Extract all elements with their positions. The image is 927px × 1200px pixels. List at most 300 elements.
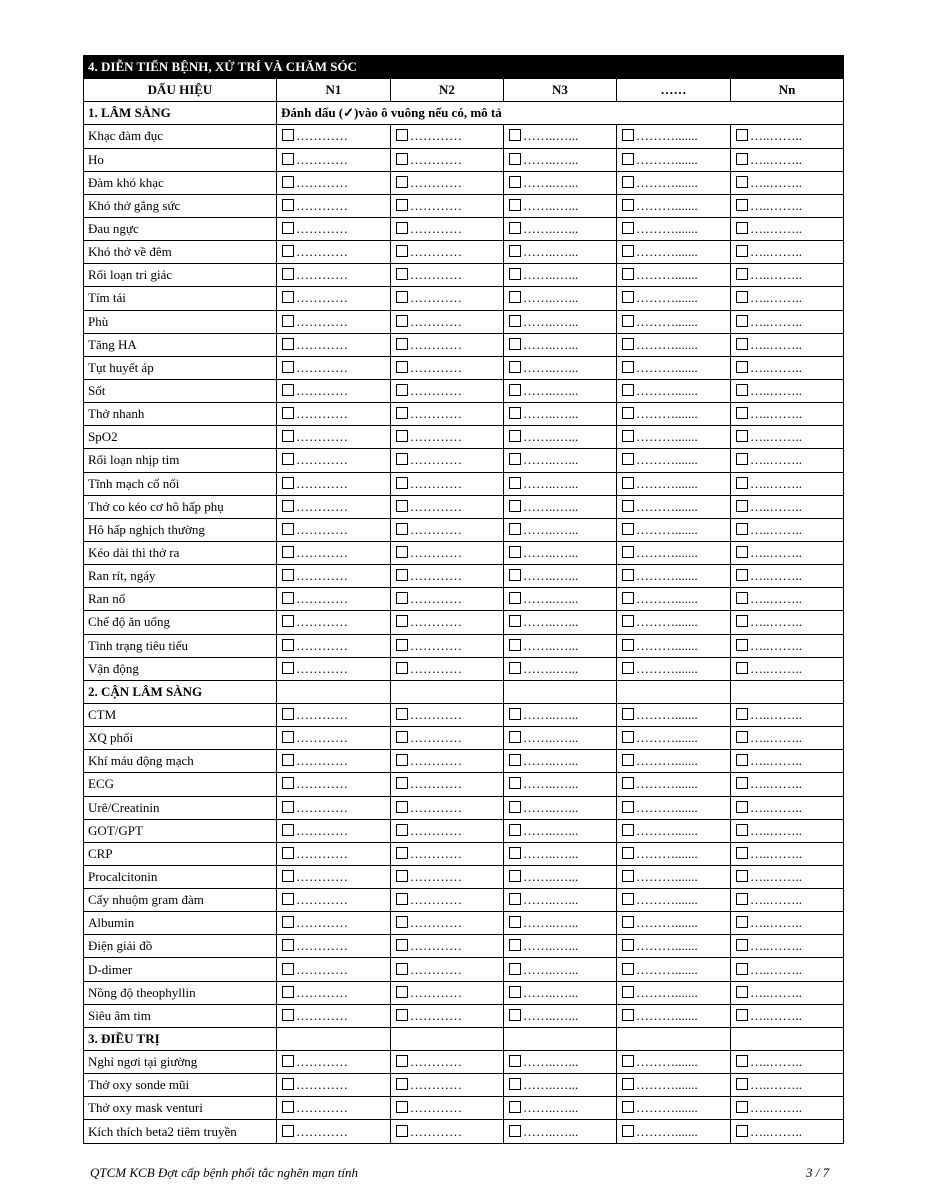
day-4-entry-cell[interactable]	[617, 727, 731, 750]
day-5-entry-cell[interactable]	[731, 217, 844, 240]
fill-in-dots[interactable]: ……..…...	[523, 938, 579, 954]
fill-in-dots[interactable]: …..……..	[750, 545, 802, 561]
checkbox-icon[interactable]	[282, 129, 294, 141]
day-4-entry-cell[interactable]	[617, 565, 731, 588]
checkbox-icon[interactable]	[282, 338, 294, 350]
fill-in-dots[interactable]: …………	[410, 267, 462, 283]
day-3-entry-cell[interactable]	[504, 981, 617, 1004]
checkbox-icon[interactable]	[736, 1078, 748, 1090]
fill-in-dots[interactable]: …..……..	[750, 822, 802, 838]
day-1-entry-cell[interactable]	[277, 1120, 391, 1143]
fill-in-dots[interactable]: ……..…...	[523, 475, 579, 491]
checkbox-icon[interactable]	[622, 824, 634, 836]
fill-in-dots[interactable]: …………	[296, 845, 348, 861]
fill-in-dots[interactable]: …..……..	[750, 938, 802, 954]
fill-in-dots[interactable]: ……..…...	[523, 776, 579, 792]
day-2-entry-cell[interactable]	[391, 171, 504, 194]
day-4-entry-cell[interactable]	[617, 241, 731, 264]
checkbox-icon[interactable]	[736, 291, 748, 303]
day-5-entry-cell[interactable]	[731, 981, 844, 1004]
fill-in-dots[interactable]: …………	[296, 1123, 348, 1139]
checkbox-icon[interactable]	[282, 1009, 294, 1021]
checkbox-icon[interactable]	[396, 523, 408, 535]
checkbox-icon[interactable]	[622, 129, 634, 141]
day-2-entry-cell[interactable]	[391, 1051, 504, 1074]
day-2-entry-cell[interactable]	[391, 1120, 504, 1143]
fill-in-dots[interactable]: …………	[296, 128, 348, 144]
day-4-entry-cell[interactable]	[617, 356, 731, 379]
checkbox-icon[interactable]	[509, 569, 521, 581]
day-5-entry-cell[interactable]	[731, 1097, 844, 1120]
day-3-entry-cell[interactable]	[504, 171, 617, 194]
day-5-entry-cell[interactable]	[731, 333, 844, 356]
fill-in-dots[interactable]: …..……..	[750, 498, 802, 514]
day-5-entry-cell[interactable]	[731, 889, 844, 912]
fill-in-dots[interactable]: ……….......	[636, 244, 698, 260]
checkbox-icon[interactable]	[282, 1125, 294, 1137]
fill-in-dots[interactable]: …………	[410, 452, 462, 468]
fill-in-dots[interactable]: …………	[410, 336, 462, 352]
checkbox-icon[interactable]	[396, 777, 408, 789]
day-2-entry-cell[interactable]	[391, 287, 504, 310]
checkbox-icon[interactable]	[509, 430, 521, 442]
fill-in-dots[interactable]: …………	[410, 1123, 462, 1139]
day-5-entry-cell[interactable]	[731, 449, 844, 472]
fill-in-dots[interactable]: ……..…...	[523, 799, 579, 815]
day-3-entry-cell[interactable]	[504, 518, 617, 541]
day-4-entry-cell[interactable]	[617, 634, 731, 657]
fill-in-dots[interactable]: …………	[410, 221, 462, 237]
day-3-entry-cell[interactable]	[504, 379, 617, 402]
fill-in-dots[interactable]: …………	[410, 730, 462, 746]
fill-in-dots[interactable]: ……..…...	[523, 730, 579, 746]
checkbox-icon[interactable]	[622, 731, 634, 743]
checkbox-icon[interactable]	[509, 824, 521, 836]
checkbox-icon[interactable]	[282, 315, 294, 327]
fill-in-dots[interactable]: …..……..	[750, 406, 802, 422]
checkbox-icon[interactable]	[396, 176, 408, 188]
day-4-entry-cell[interactable]	[617, 449, 731, 472]
day-3-entry-cell[interactable]	[504, 264, 617, 287]
day-4-entry-cell[interactable]	[617, 541, 731, 564]
fill-in-dots[interactable]: …..……..	[750, 267, 802, 283]
day-5-entry-cell[interactable]	[731, 194, 844, 217]
day-3-entry-cell[interactable]	[504, 958, 617, 981]
checkbox-icon[interactable]	[736, 777, 748, 789]
fill-in-dots[interactable]: ……..…...	[523, 915, 579, 931]
fill-in-dots[interactable]: …………	[296, 961, 348, 977]
day-5-entry-cell[interactable]	[731, 727, 844, 750]
fill-in-dots[interactable]: ……..…...	[523, 151, 579, 167]
fill-in-dots[interactable]: …………	[296, 938, 348, 954]
fill-in-dots[interactable]: …………	[410, 429, 462, 445]
checkbox-icon[interactable]	[396, 569, 408, 581]
fill-in-dots[interactable]: ……..…...	[523, 868, 579, 884]
checkbox-icon[interactable]	[736, 245, 748, 257]
day-1-entry-cell[interactable]	[277, 541, 391, 564]
day-1-entry-cell[interactable]	[277, 310, 391, 333]
fill-in-dots[interactable]: …..……..	[750, 521, 802, 537]
day-1-entry-cell[interactable]	[277, 1074, 391, 1097]
fill-in-dots[interactable]: …………	[296, 591, 348, 607]
checkbox-icon[interactable]	[396, 430, 408, 442]
checkbox-icon[interactable]	[622, 199, 634, 211]
day-5-entry-cell[interactable]	[731, 657, 844, 680]
checkbox-icon[interactable]	[509, 893, 521, 905]
day-1-entry-cell[interactable]	[277, 518, 391, 541]
day-1-entry-cell[interactable]	[277, 865, 391, 888]
fill-in-dots[interactable]: ……….......	[636, 359, 698, 375]
day-1-entry-cell[interactable]	[277, 495, 391, 518]
fill-in-dots[interactable]: ……….......	[636, 1007, 698, 1023]
fill-in-dots[interactable]: …..……..	[750, 707, 802, 722]
checkbox-icon[interactable]	[509, 222, 521, 234]
day-5-entry-cell[interactable]	[731, 865, 844, 888]
day-5-entry-cell[interactable]	[731, 125, 844, 148]
checkbox-icon[interactable]	[622, 222, 634, 234]
day-3-entry-cell[interactable]	[504, 241, 617, 264]
checkbox-icon[interactable]	[509, 801, 521, 813]
checkbox-icon[interactable]	[509, 546, 521, 558]
fill-in-dots[interactable]: …………	[410, 568, 462, 584]
fill-in-dots[interactable]: ……..…...	[523, 128, 579, 144]
checkbox-icon[interactable]	[282, 754, 294, 766]
fill-in-dots[interactable]: ……….......	[636, 336, 698, 352]
fill-in-dots[interactable]: …………	[410, 915, 462, 931]
day-4-entry-cell[interactable]	[617, 796, 731, 819]
day-4-entry-cell[interactable]	[617, 171, 731, 194]
day-1-entry-cell[interactable]	[277, 912, 391, 935]
day-2-entry-cell[interactable]	[391, 125, 504, 148]
checkbox-icon[interactable]	[509, 407, 521, 419]
fill-in-dots[interactable]: …………	[296, 197, 348, 213]
fill-in-dots[interactable]: ……….......	[636, 753, 698, 769]
day-4-entry-cell[interactable]	[617, 750, 731, 773]
day-2-entry-cell[interactable]	[391, 148, 504, 171]
day-3-entry-cell[interactable]	[504, 194, 617, 217]
day-5-entry-cell[interactable]	[731, 750, 844, 773]
checkbox-icon[interactable]	[396, 315, 408, 327]
fill-in-dots[interactable]: …………	[410, 313, 462, 329]
checkbox-icon[interactable]	[509, 939, 521, 951]
day-1-entry-cell[interactable]	[277, 889, 391, 912]
checkbox-icon[interactable]	[282, 268, 294, 280]
day-1-entry-cell[interactable]	[277, 125, 391, 148]
day-5-entry-cell[interactable]	[731, 472, 844, 495]
fill-in-dots[interactable]: ……….......	[636, 475, 698, 491]
checkbox-icon[interactable]	[736, 430, 748, 442]
fill-in-dots[interactable]: …..……..	[750, 359, 802, 375]
checkbox-icon[interactable]	[736, 916, 748, 928]
checkbox-icon[interactable]	[622, 361, 634, 373]
day-2-entry-cell[interactable]	[391, 842, 504, 865]
checkbox-icon[interactable]	[736, 361, 748, 373]
day-1-entry-cell[interactable]	[277, 1004, 391, 1027]
fill-in-dots[interactable]: …………	[296, 313, 348, 329]
day-3-entry-cell[interactable]	[504, 773, 617, 796]
checkbox-icon[interactable]	[509, 477, 521, 489]
checkbox-icon[interactable]	[736, 824, 748, 836]
fill-in-dots[interactable]: …………	[410, 244, 462, 260]
checkbox-icon[interactable]	[509, 986, 521, 998]
fill-in-dots[interactable]: …………	[410, 868, 462, 884]
day-4-entry-cell[interactable]	[617, 472, 731, 495]
fill-in-dots[interactable]: ……..…...	[523, 545, 579, 561]
day-1-entry-cell[interactable]	[277, 194, 391, 217]
day-1-entry-cell[interactable]	[277, 449, 391, 472]
checkbox-icon[interactable]	[736, 986, 748, 998]
checkbox-icon[interactable]	[282, 199, 294, 211]
fill-in-dots[interactable]: ……..…...	[523, 452, 579, 468]
fill-in-dots[interactable]: …………	[410, 707, 462, 722]
checkbox-icon[interactable]	[396, 1125, 408, 1137]
fill-in-dots[interactable]: ……..…...	[523, 707, 579, 722]
day-1-entry-cell[interactable]	[277, 403, 391, 426]
fill-in-dots[interactable]: …………	[410, 892, 462, 908]
checkbox-icon[interactable]	[282, 1101, 294, 1113]
fill-in-dots[interactable]: ……….......	[636, 938, 698, 954]
fill-in-dots[interactable]: …..……..	[750, 753, 802, 769]
checkbox-icon[interactable]	[736, 176, 748, 188]
day-1-entry-cell[interactable]	[277, 241, 391, 264]
fill-in-dots[interactable]: ……….......	[636, 290, 698, 306]
day-2-entry-cell[interactable]	[391, 426, 504, 449]
fill-in-dots[interactable]: ……..…...	[523, 568, 579, 584]
checkbox-icon[interactable]	[622, 291, 634, 303]
fill-in-dots[interactable]: …..……..	[750, 776, 802, 792]
checkbox-icon[interactable]	[509, 268, 521, 280]
checkbox-icon[interactable]	[622, 338, 634, 350]
day-5-entry-cell[interactable]	[731, 426, 844, 449]
checkbox-icon[interactable]	[282, 777, 294, 789]
day-5-entry-cell[interactable]	[731, 241, 844, 264]
day-3-entry-cell[interactable]	[504, 541, 617, 564]
checkbox-icon[interactable]	[509, 777, 521, 789]
fill-in-dots[interactable]: …………	[410, 475, 462, 491]
day-4-entry-cell[interactable]	[617, 310, 731, 333]
fill-in-dots[interactable]: ……….......	[636, 568, 698, 584]
fill-in-dots[interactable]: ……….......	[636, 521, 698, 537]
day-2-entry-cell[interactable]	[391, 657, 504, 680]
day-2-entry-cell[interactable]	[391, 588, 504, 611]
checkbox-icon[interactable]	[509, 615, 521, 627]
fill-in-dots[interactable]: …..……..	[750, 174, 802, 190]
checkbox-icon[interactable]	[736, 639, 748, 651]
checkbox-icon[interactable]	[736, 592, 748, 604]
fill-in-dots[interactable]: …………	[296, 545, 348, 561]
day-2-entry-cell[interactable]	[391, 981, 504, 1004]
checkbox-icon[interactable]	[396, 824, 408, 836]
day-3-entry-cell[interactable]	[504, 796, 617, 819]
day-4-entry-cell[interactable]	[617, 287, 731, 310]
checkbox-icon[interactable]	[396, 129, 408, 141]
fill-in-dots[interactable]: …………	[296, 892, 348, 908]
checkbox-icon[interactable]	[396, 939, 408, 951]
checkbox-icon[interactable]	[282, 1078, 294, 1090]
day-2-entry-cell[interactable]	[391, 819, 504, 842]
checkbox-icon[interactable]	[622, 870, 634, 882]
checkbox-icon[interactable]	[396, 963, 408, 975]
day-4-entry-cell[interactable]	[617, 588, 731, 611]
fill-in-dots[interactable]: ……….......	[636, 1054, 698, 1070]
fill-in-dots[interactable]: ……..…...	[523, 1123, 579, 1139]
day-3-entry-cell[interactable]	[504, 403, 617, 426]
day-4-entry-cell[interactable]	[617, 703, 731, 726]
checkbox-icon[interactable]	[622, 777, 634, 789]
day-1-entry-cell[interactable]	[277, 935, 391, 958]
checkbox-icon[interactable]	[396, 291, 408, 303]
checkbox-icon[interactable]	[396, 893, 408, 905]
checkbox-icon[interactable]	[509, 153, 521, 165]
fill-in-dots[interactable]: …………	[410, 359, 462, 375]
day-5-entry-cell[interactable]	[731, 611, 844, 634]
fill-in-dots[interactable]: …………	[410, 614, 462, 630]
fill-in-dots[interactable]: ……….......	[636, 267, 698, 283]
checkbox-icon[interactable]	[509, 708, 521, 720]
checkbox-icon[interactable]	[282, 453, 294, 465]
day-5-entry-cell[interactable]	[731, 310, 844, 333]
fill-in-dots[interactable]: …..……..	[750, 475, 802, 491]
day-3-entry-cell[interactable]	[504, 1074, 617, 1097]
fill-in-dots[interactable]: …..……..	[750, 429, 802, 445]
fill-in-dots[interactable]: …………	[296, 244, 348, 260]
day-2-entry-cell[interactable]	[391, 472, 504, 495]
fill-in-dots[interactable]: …………	[296, 151, 348, 167]
day-1-entry-cell[interactable]	[277, 1097, 391, 1120]
checkbox-icon[interactable]	[396, 153, 408, 165]
day-1-entry-cell[interactable]	[277, 634, 391, 657]
day-5-entry-cell[interactable]	[731, 634, 844, 657]
checkbox-icon[interactable]	[282, 245, 294, 257]
day-5-entry-cell[interactable]	[731, 935, 844, 958]
day-1-entry-cell[interactable]	[277, 588, 391, 611]
day-3-entry-cell[interactable]	[504, 588, 617, 611]
day-3-entry-cell[interactable]	[504, 333, 617, 356]
checkbox-icon[interactable]	[622, 708, 634, 720]
fill-in-dots[interactable]: …..……..	[750, 151, 802, 167]
day-2-entry-cell[interactable]	[391, 1097, 504, 1120]
day-5-entry-cell[interactable]	[731, 703, 844, 726]
fill-in-dots[interactable]: ……..…...	[523, 244, 579, 260]
fill-in-dots[interactable]: …………	[296, 568, 348, 584]
day-2-entry-cell[interactable]	[391, 403, 504, 426]
fill-in-dots[interactable]: …………	[296, 730, 348, 746]
fill-in-dots[interactable]: …………	[296, 429, 348, 445]
day-4-entry-cell[interactable]	[617, 125, 731, 148]
fill-in-dots[interactable]: ……..…...	[523, 660, 579, 676]
fill-in-dots[interactable]: ……..…...	[523, 892, 579, 908]
day-2-entry-cell[interactable]	[391, 611, 504, 634]
checkbox-icon[interactable]	[622, 847, 634, 859]
day-1-entry-cell[interactable]	[277, 981, 391, 1004]
checkbox-icon[interactable]	[509, 361, 521, 373]
checkbox-icon[interactable]	[282, 407, 294, 419]
fill-in-dots[interactable]: …………	[410, 984, 462, 1000]
fill-in-dots[interactable]: …..……..	[750, 197, 802, 213]
fill-in-dots[interactable]: …………	[410, 1054, 462, 1070]
day-2-entry-cell[interactable]	[391, 634, 504, 657]
checkbox-icon[interactable]	[396, 546, 408, 558]
checkbox-icon[interactable]	[509, 199, 521, 211]
day-1-entry-cell[interactable]	[277, 703, 391, 726]
checkbox-icon[interactable]	[396, 708, 408, 720]
day-2-entry-cell[interactable]	[391, 241, 504, 264]
fill-in-dots[interactable]: ……..…...	[523, 521, 579, 537]
day-2-entry-cell[interactable]	[391, 1004, 504, 1027]
checkbox-icon[interactable]	[396, 268, 408, 280]
checkbox-icon[interactable]	[509, 129, 521, 141]
checkbox-icon[interactable]	[622, 963, 634, 975]
fill-in-dots[interactable]: …………	[296, 336, 348, 352]
fill-in-dots[interactable]: ……….......	[636, 961, 698, 977]
fill-in-dots[interactable]: …………	[410, 1007, 462, 1023]
checkbox-icon[interactable]	[622, 546, 634, 558]
day-3-entry-cell[interactable]	[504, 611, 617, 634]
checkbox-icon[interactable]	[622, 754, 634, 766]
fill-in-dots[interactable]: …………	[296, 614, 348, 630]
day-5-entry-cell[interactable]	[731, 518, 844, 541]
fill-in-dots[interactable]: ……..…...	[523, 174, 579, 190]
day-3-entry-cell[interactable]	[504, 310, 617, 333]
checkbox-icon[interactable]	[509, 963, 521, 975]
day-1-entry-cell[interactable]	[277, 842, 391, 865]
fill-in-dots[interactable]: …..……..	[750, 660, 802, 676]
checkbox-icon[interactable]	[622, 500, 634, 512]
day-4-entry-cell[interactable]	[617, 495, 731, 518]
fill-in-dots[interactable]: …………	[410, 776, 462, 792]
fill-in-dots[interactable]: ……….......	[636, 822, 698, 838]
day-4-entry-cell[interactable]	[617, 1051, 731, 1074]
day-5-entry-cell[interactable]	[731, 819, 844, 842]
checkbox-icon[interactable]	[282, 592, 294, 604]
day-4-entry-cell[interactable]	[617, 611, 731, 634]
checkbox-icon[interactable]	[282, 824, 294, 836]
fill-in-dots[interactable]: ……….......	[636, 591, 698, 607]
checkbox-icon[interactable]	[736, 129, 748, 141]
checkbox-icon[interactable]	[622, 1009, 634, 1021]
day-2-entry-cell[interactable]	[391, 333, 504, 356]
fill-in-dots[interactable]: …………	[296, 707, 348, 722]
fill-in-dots[interactable]: …………	[410, 545, 462, 561]
checkbox-icon[interactable]	[282, 361, 294, 373]
checkbox-icon[interactable]	[396, 1101, 408, 1113]
day-2-entry-cell[interactable]	[391, 379, 504, 402]
day-2-entry-cell[interactable]	[391, 518, 504, 541]
day-4-entry-cell[interactable]	[617, 842, 731, 865]
fill-in-dots[interactable]: …………	[410, 822, 462, 838]
checkbox-icon[interactable]	[622, 384, 634, 396]
fill-in-dots[interactable]: …..……..	[750, 290, 802, 306]
day-3-entry-cell[interactable]	[504, 472, 617, 495]
day-3-entry-cell[interactable]	[504, 565, 617, 588]
checkbox-icon[interactable]	[622, 268, 634, 280]
checkbox-icon[interactable]	[282, 384, 294, 396]
fill-in-dots[interactable]: ……….......	[636, 174, 698, 190]
checkbox-icon[interactable]	[736, 662, 748, 674]
checkbox-icon[interactable]	[736, 1055, 748, 1067]
day-1-entry-cell[interactable]	[277, 958, 391, 981]
checkbox-icon[interactable]	[396, 592, 408, 604]
fill-in-dots[interactable]: …………	[296, 174, 348, 190]
checkbox-icon[interactable]	[736, 847, 748, 859]
fill-in-dots[interactable]: ……..…...	[523, 383, 579, 399]
day-5-entry-cell[interactable]	[731, 1004, 844, 1027]
fill-in-dots[interactable]: ……….......	[636, 637, 698, 653]
day-5-entry-cell[interactable]	[731, 842, 844, 865]
fill-in-dots[interactable]: ……….......	[636, 776, 698, 792]
day-2-entry-cell[interactable]	[391, 912, 504, 935]
fill-in-dots[interactable]: ……..…...	[523, 336, 579, 352]
